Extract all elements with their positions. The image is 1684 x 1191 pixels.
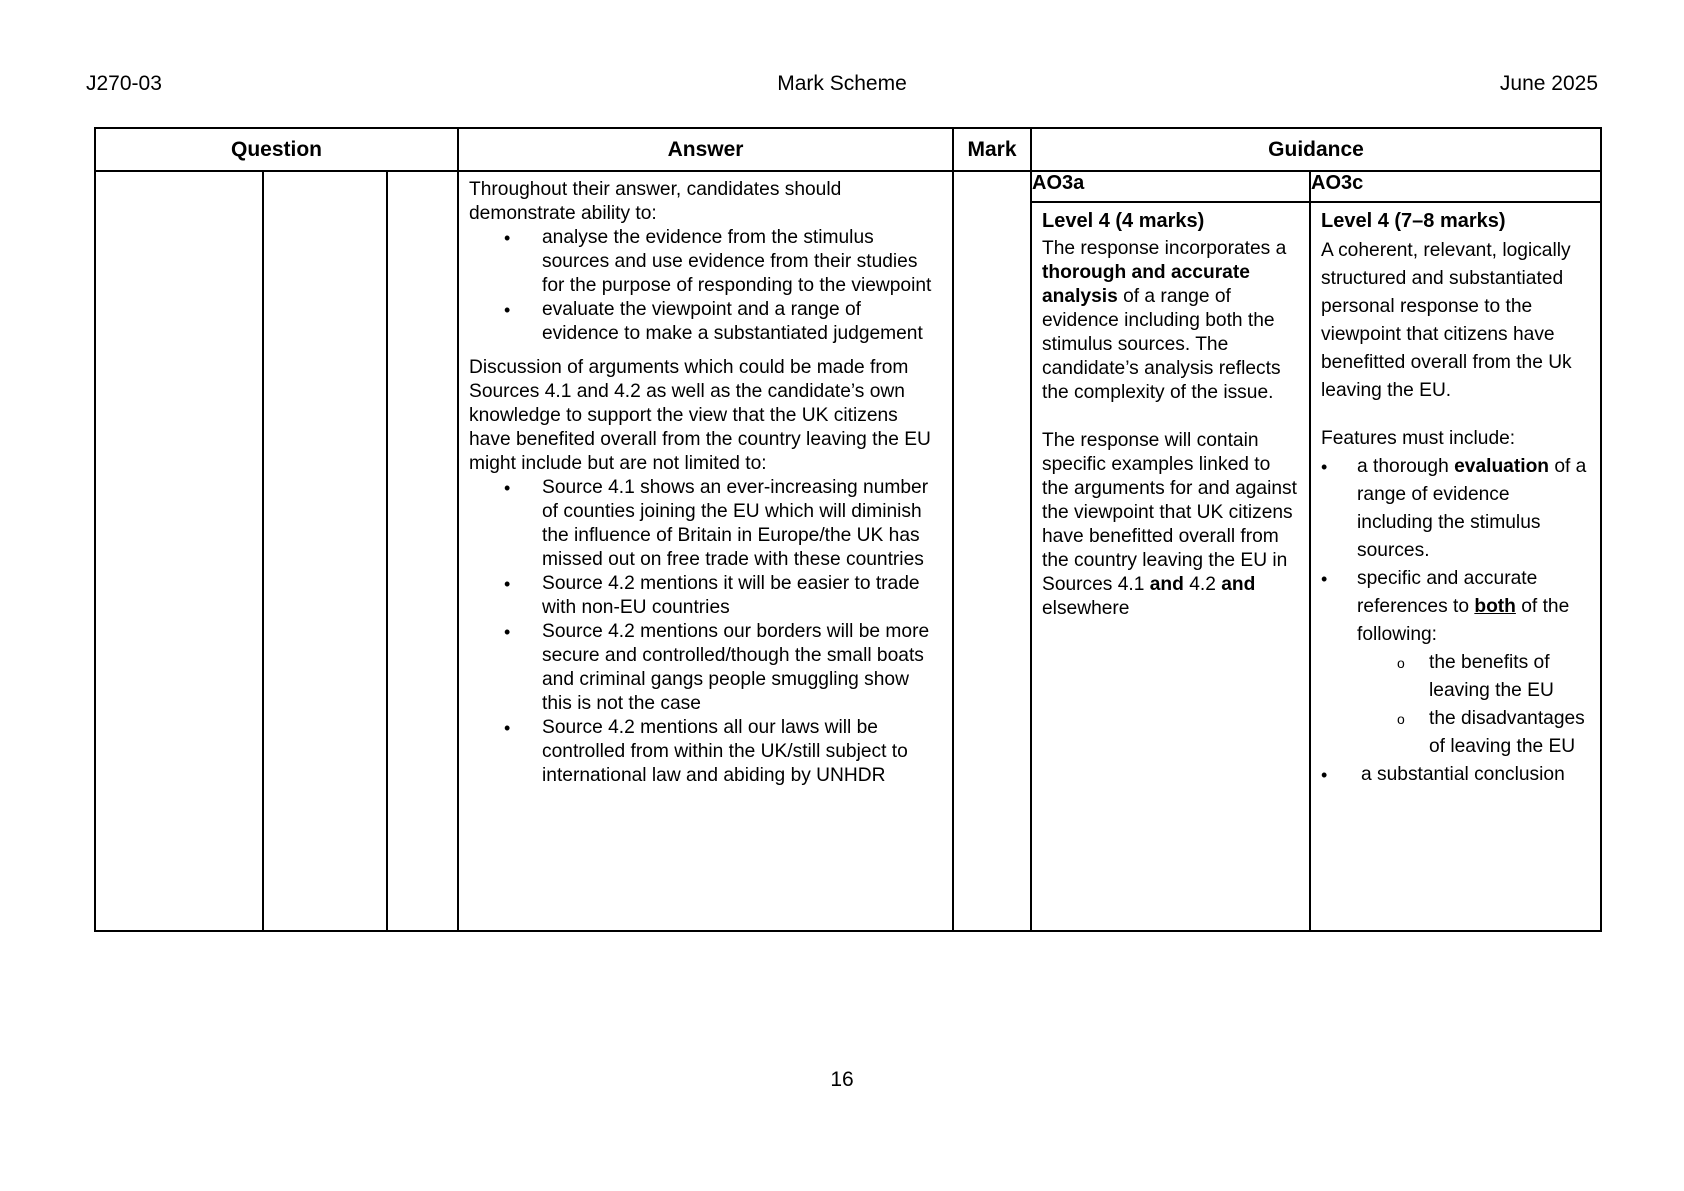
text: a thorough: [1357, 456, 1455, 477]
text: 4.2: [1183, 574, 1222, 595]
ao3c-level: Level 4 (7–8 marks): [1321, 210, 1506, 232]
abilities-list: [469, 226, 942, 346]
answer-content: [459, 172, 952, 796]
question-header: Question: [95, 128, 458, 171]
emphasis: thorough and accurate analysis: [1042, 262, 1250, 307]
answer-intro: Throughout their answer, candidates should demonstrate ability to:: [469, 179, 842, 224]
answer-header: Answer: [458, 128, 953, 171]
text: elsewhere: [1042, 598, 1130, 619]
mark-header: Mark: [953, 128, 1031, 171]
points-list: [469, 476, 942, 788]
answer-cell: [458, 171, 953, 931]
question-subpart-cell: [387, 171, 458, 931]
list-item: • Source 4.2 mentions it will be easier to trade with non-EU countries: [469, 572, 942, 620]
features-list: [1321, 453, 1590, 789]
list-item: • evaluate the viewpoint and a range of evidence to make a substantiated judgement: [469, 298, 942, 346]
list-item: [1321, 453, 1590, 565]
question-part-cell: [263, 171, 387, 931]
text: The response incorporates a: [1042, 238, 1287, 259]
ao3c-cell: [1310, 202, 1601, 931]
ao-label-row: [95, 171, 1601, 202]
text: The response will contain specific examples linked to the arguments for and against the viewpoint that UK citizens have benefitted overall from the country leaving the EU in Sources 4.1: [1042, 430, 1297, 595]
text: specific and accurate references to: [1357, 568, 1538, 617]
ao3a-level: Level 4 (4 marks): [1042, 210, 1205, 232]
ao3c-intro: A coherent, relevant, logically structured and substantiated personal response to the viewpoint that citizens have benefitted overall from the Uk leaving the EU.: [1321, 240, 1572, 401]
answer-discussion: Discussion of arguments which could be made from Sources 4.1 and 4.2 as well as the candidate’s own knowledge to support the view that the UK citizens have benefited overall from the country leaving the EU might include but are not limited to:: [469, 357, 931, 474]
list-item: • Source 4.1 shows an ever-increasing number of counties joining the EU which will diminish the influence of Britain in Europe/the UK has missed out on free trade with these countries: [469, 476, 942, 572]
list-item: • Source 4.2 mentions all our laws will be controlled from within the UK/still subject to international law and abiding by UNHDR: [469, 716, 942, 788]
sub-list-item: o the benefits of leaving the EU: [1321, 649, 1590, 705]
ao3a-paragraph-2: [1042, 429, 1299, 621]
text: of a range of evidence including the stimulus sources.: [1357, 456, 1587, 561]
emphasis: both: [1474, 596, 1516, 617]
features-label: Features must include:: [1321, 428, 1516, 449]
ao3c-content: [1311, 203, 1600, 797]
mark-scheme-table: [94, 127, 1602, 932]
page-number: 16: [830, 1068, 854, 1091]
sub-list-item: o the disadvantages of leaving the EU: [1321, 705, 1590, 761]
mark-cell: [953, 171, 1031, 931]
ao3a-cell: [1031, 202, 1310, 931]
text: of the following:: [1357, 596, 1570, 645]
header-row: [95, 128, 1601, 171]
document-code: J270-03: [86, 72, 162, 95]
question-number-cell: [95, 171, 263, 931]
ao3a-paragraph-1: [1042, 237, 1299, 405]
list-item: • Source 4.2 mentions our borders will be more secure and controlled/though the small boats and criminal gangs people smuggling show this is not the case: [469, 620, 942, 716]
guidance-header: Guidance: [1031, 128, 1601, 171]
list-item: [1321, 565, 1590, 649]
document-date: June 2025: [1499, 72, 1598, 95]
text: of a range of evidence including both the stimulus sources. The candidate’s analysis reflects the complexity of the issue.: [1042, 286, 1281, 403]
list-item: • analyse the evidence from the stimulus sources and use evidence from their studies for the purpose of responding to the viewpoint: [469, 226, 942, 298]
emphasis: evaluation: [1454, 456, 1550, 477]
emphasis: and: [1221, 574, 1256, 595]
document-title: Mark Scheme: [777, 72, 907, 95]
emphasis: and: [1149, 574, 1184, 595]
ao3c-label: AO3c: [1310, 171, 1601, 202]
ao3a-label: AO3a: [1031, 171, 1310, 202]
ao3a-content: [1032, 203, 1309, 629]
list-item: • a substantial conclusion: [1321, 761, 1590, 789]
